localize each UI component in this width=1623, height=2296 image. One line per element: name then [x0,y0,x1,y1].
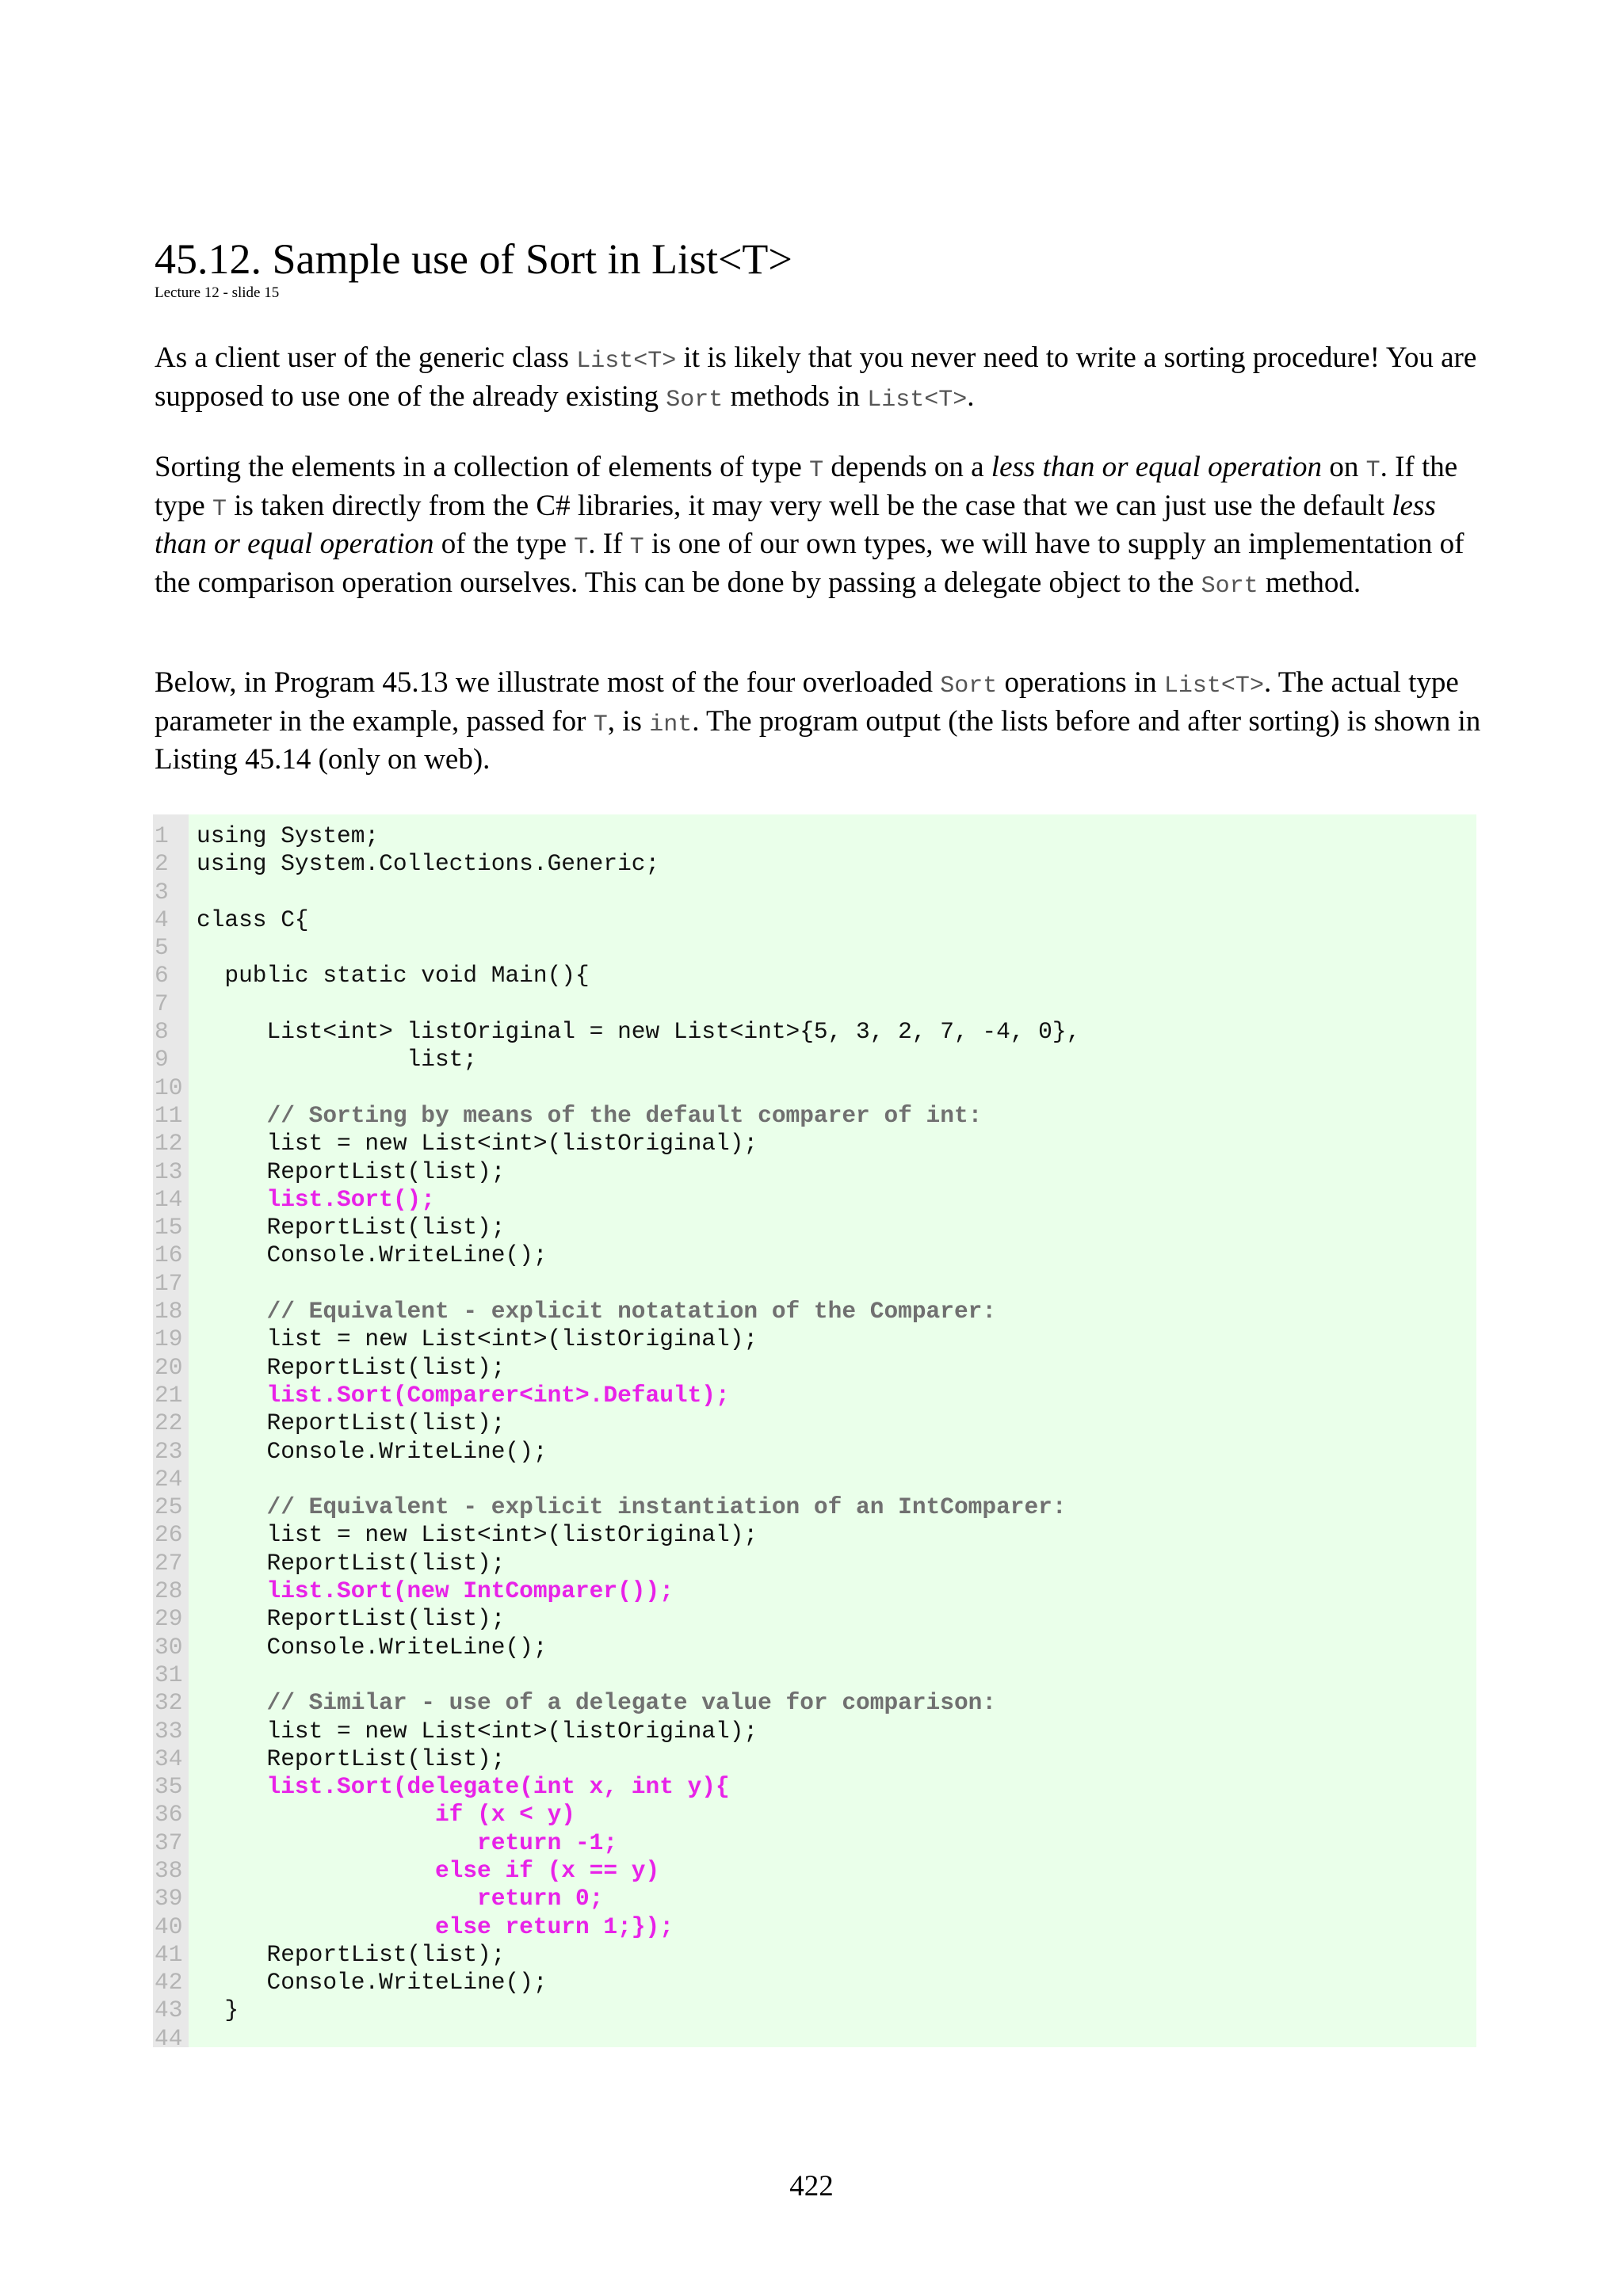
line-number: 39 [155,1885,183,1913]
text-run: method. [1258,566,1361,599]
line-number: 31 [155,1661,183,1688]
line-number: 42 [155,1969,183,1997]
code-line [153,1605,1080,1633]
code-line [153,1661,1080,1689]
line-number: 32 [155,1689,183,1717]
code-line [153,1298,1080,1325]
code-listing [153,814,1476,2052]
code-text: ReportList(list); [197,1549,506,1577]
text-run: . [967,379,975,413]
line-number: 38 [155,1856,183,1884]
text-run: . If [588,528,630,560]
code-line [153,1718,1080,1745]
code-text: // Equivalent - explicit instantiation of an IntComparer: [197,1493,1067,1521]
line-number: 34 [155,1745,183,1772]
code-line [153,1438,1080,1466]
line-number: 16 [155,1241,183,1269]
code-line [153,1885,1080,1913]
text-run: , is [607,704,650,738]
paragraph-sorting-explanation [155,450,1486,604]
line-number: 19 [155,1325,183,1353]
line-number: 10 [155,1074,183,1101]
code-line [153,1829,1080,1857]
code-line [153,1130,1080,1158]
code-text: using System.Collections.Generic; [197,850,660,878]
code-text: Console.WriteLine(); [197,1241,548,1269]
inline-code: T [574,534,589,561]
line-number: 41 [155,1940,183,1968]
code-text: public static void Main(){ [197,962,590,990]
inline-code: T [212,495,227,523]
line-number: 44 [155,2024,183,2052]
code-line [153,1382,1080,1409]
code-text: list.Sort(); [197,1185,435,1213]
line-number: 35 [155,1773,183,1801]
line-number: 5 [155,934,169,962]
code-text: using System; [197,822,380,849]
line-number: 1 [155,822,169,849]
code-text: else return 1;}); [197,1913,674,1940]
text-run: . The program output (the lists before and after sorting) is shown in Listing 45.14 (only on web). [155,704,1481,776]
inline-code: List<T> [1163,673,1264,700]
code-line [153,1186,1080,1214]
code-line [153,1409,1080,1437]
line-number: 12 [155,1130,183,1158]
code-text: class C{ [197,906,309,933]
line-number: 33 [155,1717,183,1745]
inline-code: T [593,711,608,738]
inline-code: Sort [1201,572,1258,600]
text-run: on [1322,451,1366,483]
line-number: 26 [155,1521,183,1549]
inline-code: Sort [940,673,998,700]
line-number: 2 [155,850,169,878]
code-text: Console.WriteLine(); [197,1437,548,1465]
code-line [153,1493,1080,1521]
line-number: 25 [155,1493,183,1521]
line-number: 28 [155,1577,183,1605]
code-line [153,1857,1080,1885]
text-run: of the type [433,528,575,560]
code-text: // Equivalent - explicit notatation of the Comparer: [197,1298,997,1325]
text-run: methods in [723,379,868,413]
code-line [153,1941,1080,1969]
code-line [153,1214,1080,1241]
line-number: 13 [155,1158,183,1185]
code-line [153,1913,1080,1941]
line-number: 6 [155,962,169,990]
code-text: list = new List<int>(listOriginal); [197,1521,758,1549]
code-line [153,1773,1080,1801]
line-number: 9 [155,1046,169,1074]
code-text: Console.WriteLine(); [197,1969,548,1997]
inline-code: List<T> [867,386,968,414]
line-number: 29 [155,1605,183,1633]
code-line [153,1354,1080,1382]
code-text: // Sorting by means of the default comparer of int: [197,1101,983,1129]
page-number: 422 [789,2170,834,2203]
code-line [153,1969,1080,1997]
code-text: ReportList(list); [197,1214,506,1241]
line-number: 3 [155,878,169,906]
slide-reference: Lecture 12 - slide 15 [155,284,280,301]
code-line [153,990,1080,1018]
code-line [153,879,1080,906]
code-text: // Similar - use of a delegate value for comparison: [197,1689,997,1717]
code-line [153,1634,1080,1661]
code-line [153,1521,1080,1549]
section-title: 45.12. Sample use of Sort in List<T> [155,235,792,283]
line-number: 30 [155,1633,183,1661]
code-line [153,1745,1080,1773]
line-number: 21 [155,1381,183,1409]
code-line [153,1241,1080,1269]
line-number: 20 [155,1353,183,1381]
emphasis: less than or equal operation [155,489,1436,560]
text-run: Sorting the elements in a collection of elements of type [155,451,810,483]
code-text: ReportList(list); [197,1353,506,1381]
code-line [153,1997,1080,2024]
code-text: list = new List<int>(listOriginal); [197,1325,758,1353]
code-line [153,1577,1080,1605]
line-number: 15 [155,1214,183,1241]
text-run: Below, in Program 45.13 we illustrate most of the four overloaded [155,666,941,699]
inline-code: int [649,711,693,738]
code-text: ReportList(list); [197,1940,506,1968]
text-run: is one of our own types, we will have to supply an implementation of the comparison operation ourselves. This can be done by passing a delegate object to the [155,528,1465,599]
text-run: . The actual type parameter in the example, passed for [155,666,1459,738]
inline-code: T [1365,457,1381,484]
code-text: list.Sort(new IntComparer()); [197,1577,674,1605]
line-number: 23 [155,1437,183,1465]
line-number: 40 [155,1913,183,1940]
line-number: 4 [155,906,169,933]
code-lines [153,822,1080,2053]
code-text: ReportList(list); [197,1158,506,1185]
line-number: 17 [155,1269,183,1297]
inline-code: T [809,457,824,484]
paragraph-program-reference [155,666,1486,778]
code-line [153,1018,1080,1046]
text-run: operations in [997,666,1164,699]
inline-code: T [629,534,644,561]
code-text: return -1; [197,1829,618,1856]
text-run: it is likely that you never need to write a sorting procedure! You are supposed to use one of the already existing [155,341,1477,413]
code-line [153,962,1080,990]
code-line [153,1102,1080,1130]
code-line [153,1550,1080,1577]
text-run: is taken directly from the C# libraries, it may very well be the case that we can just use the default [226,489,1392,522]
code-line [153,906,1080,934]
text-run: As a client user of the generic class [155,341,577,374]
code-text: ReportList(list); [197,1745,506,1772]
line-number: 24 [155,1465,183,1493]
code-text: } [197,1997,239,2024]
line-number: 18 [155,1298,183,1325]
code-line [153,934,1080,962]
code-text: list = new List<int>(listOriginal); [197,1717,758,1745]
code-text: else if (x == y) [197,1856,660,1884]
line-number: 22 [155,1409,183,1437]
code-line [153,1325,1080,1353]
code-text: list = new List<int>(listOriginal); [197,1130,758,1158]
emphasis: less than or equal operation [991,451,1323,483]
code-text: list.Sort(Comparer<int>.Default); [197,1381,730,1409]
text-run: . If the type [155,451,1458,522]
code-line [153,1689,1080,1717]
code-text: ReportList(list); [197,1605,506,1633]
line-number: 37 [155,1829,183,1856]
code-line [153,822,1080,850]
code-line [153,1270,1080,1298]
code-line [153,1801,1080,1829]
code-line [153,1046,1080,1074]
code-text: ReportList(list); [197,1409,506,1437]
inline-code: List<T> [576,348,677,375]
line-number: 7 [155,990,169,1017]
line-number: 14 [155,1185,183,1213]
line-number: 36 [155,1801,183,1829]
code-line [153,1158,1080,1186]
text-run: depends on a [823,451,991,483]
code-line [153,1466,1080,1493]
code-text: List<int> listOriginal = new List<int>{5, 3, 2, 7, -4, 0}, [197,1018,1081,1046]
code-line [153,2025,1080,2053]
line-number: 11 [155,1101,183,1129]
line-number: 43 [155,1997,183,2024]
code-line [153,850,1080,878]
line-number: 27 [155,1549,183,1577]
code-text: list; [197,1046,478,1074]
code-line [153,1074,1080,1102]
code-text: if (x < y) [197,1801,575,1829]
line-number: 8 [155,1018,169,1046]
code-text: list.Sort(delegate(int x, int y){ [197,1773,730,1801]
inline-code: Sort [666,386,724,414]
code-text: return 0; [197,1885,604,1913]
code-text: Console.WriteLine(); [197,1633,548,1661]
paragraph-intro [155,341,1486,418]
